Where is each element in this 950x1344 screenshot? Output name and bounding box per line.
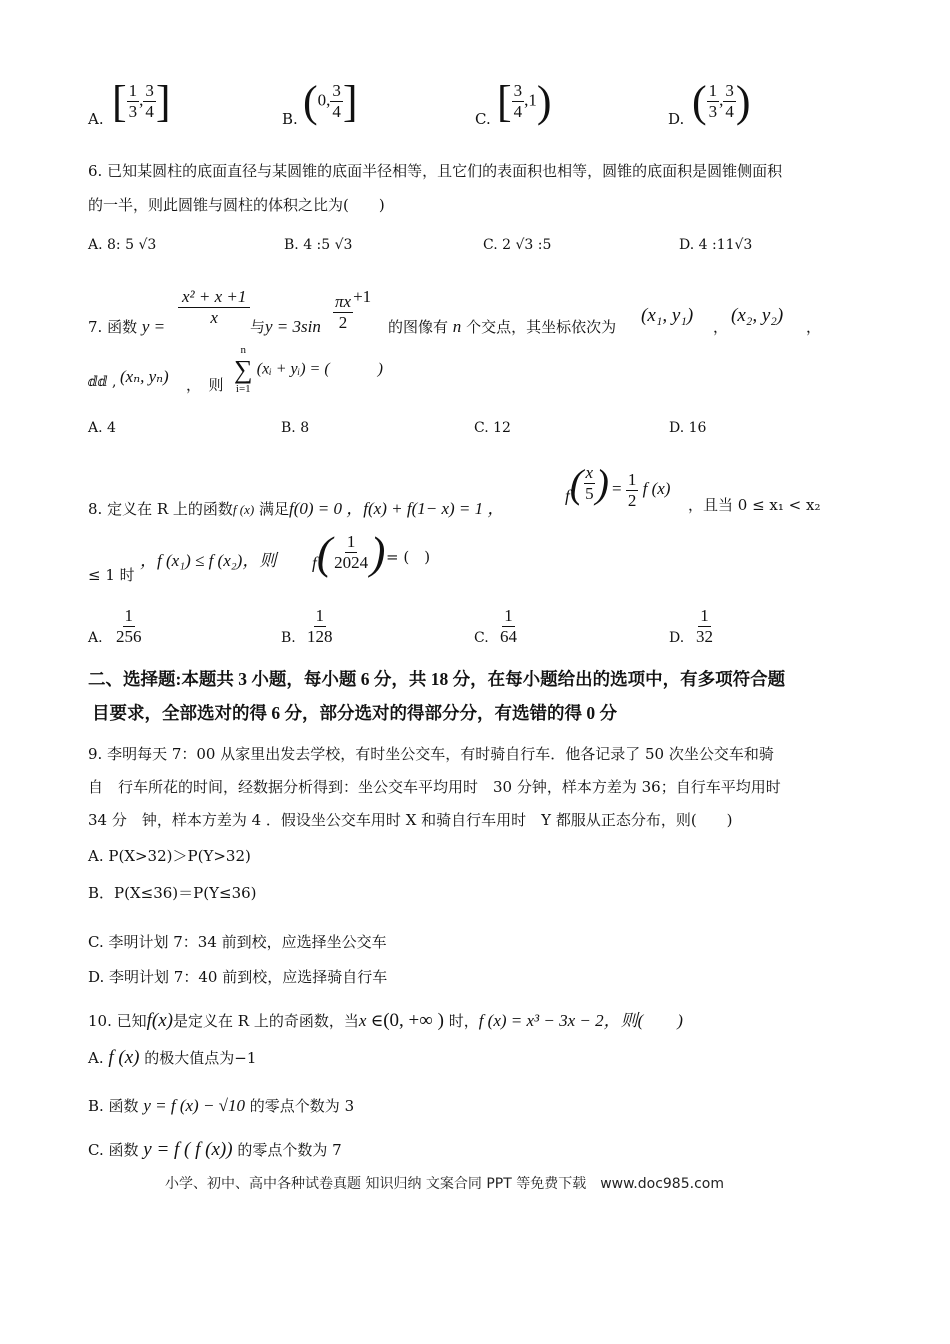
q10-option-a: A. f (x) 的极大值点为−1 (88, 1047, 257, 1068)
q5-option-c: [ $\frac{3}{4}$ ,1) (497, 77, 552, 126)
q7-with: 与y = 3sin (250, 317, 321, 336)
q5-option-c-label: C. (475, 110, 491, 128)
page-footer: 小学、初中、高中各种试卷真题 知识归纳 文案合同 PPT 等免费下载 www.doc985.com (165, 1176, 724, 1192)
q10-option-b: B. 函数 y = f (x) − √10 的零点个数为 3 (88, 1096, 355, 1115)
q5-option-a-label: A. (88, 110, 104, 128)
q8-half-fx: = $\frac{1}{2}$ f (x) (612, 470, 671, 510)
q7-option-b: B. 8 (281, 420, 310, 436)
q9-line-1: 9. 李明每天 7：00 从家里出发去学校，有时坐公交车，有时骑自行车．他各记录了 50 次坐公交车和骑 (88, 745, 774, 763)
q7-point-n: (xₙ, yₙ) (120, 367, 169, 386)
section-2-heading-line-1: 二、选择题:本题共 3 小题，每小题 6 分，共 18 分，在每小题给出的选项中，有多项符合题 (88, 669, 786, 689)
q9-option-d: D. 李明计划 7：40 前到校，应选择骑自行车 (88, 968, 388, 986)
q8-line-3: ≤ 1 时 (88, 566, 135, 584)
q5-option-d: ( $\frac{1}{3}$ , $\frac{3}{4}$ ) (692, 77, 751, 126)
q7-text: 的图像有 n 个交点，其坐标依次为 (388, 317, 617, 336)
q5-option-b: (0, $\frac{3}{4}$ ] (303, 77, 358, 126)
q7-comma-1: ， (713, 318, 729, 336)
q8-option-c: $\frac{1}{64}$ (500, 606, 517, 646)
q7-sum: n ∑ i=1 (xᵢ + yᵢ) = ( ) (234, 344, 383, 395)
q8-f-2024: f( $\frac{1}{2024}$ ) (312, 527, 386, 578)
q8-option-b-label: B. (281, 630, 296, 646)
q7-option-a: A. 4 (88, 420, 116, 436)
q8-answer-paren: = ( ) (386, 548, 431, 566)
q6-option-d: D. 4 :11√3 (679, 237, 753, 253)
q5-option-a: [ $\frac{1}{3}$ , $\frac{3}{4}$ ] (112, 77, 171, 126)
q8-f-x5: f( $\frac{x}{5}$ ) (565, 461, 609, 506)
q9-option-c: C. 李明计划 7：34 前到校，应选择坐公交车 (88, 933, 387, 951)
q7-prefix: 7. 函数 y = (88, 317, 166, 336)
q8-line-1: 8. 定义在 R 上的函数f (x) 满足f(0) = 0 ，f(x) + f(1− x) = 1 ， (88, 499, 505, 518)
q8-option-d-label: D. (669, 630, 685, 646)
q9-line-3: 34 分 钟，样本方差为 4 ．假设坐公交车用时 X 和骑自行车用时 Y 都服从正态分布，则( ) (88, 811, 733, 829)
q6-option-c: C. 2 √3 :5 (483, 237, 552, 253)
q7-sin-arg: $\frac{\pi x}{2}$ +1 (335, 287, 372, 332)
q7-point-2: (x₂, y₂) (731, 305, 784, 326)
q6-line-1: 6. 已知某圆柱的底面直径与某圆锥的底面半径相等，且它们的表面积也相等，圆锥的底面积是圆锥侧面积 (88, 162, 783, 180)
q6-line-2: 的一半，则此圆锥与圆柱的体积之比为( ) (88, 196, 385, 214)
q5-option-b-label: B. (282, 110, 298, 128)
q7-option-d: D. 16 (669, 420, 707, 436)
q8-option-c-label: C. (474, 630, 489, 646)
q5-option-d-label: D. (668, 110, 685, 128)
q7-dots: ⅆⅆ , (88, 374, 117, 390)
q8-line-2: ，f (x₁) ≤ f (x₂)，则 (140, 551, 277, 570)
q7-then: ， 则 (186, 376, 224, 394)
q9-option-b: B．P(X≤36)＝P(Y≤36) (88, 884, 257, 902)
q10-option-c: C. 函数 y = f ( f (x)) 的零点个数为 7 (88, 1139, 342, 1160)
q8-option-d: $\frac{1}{32}$ (696, 606, 713, 646)
q7-option-c: C. 12 (474, 420, 511, 436)
q6-option-b: B. 4 :5 √3 (284, 237, 353, 253)
q9-line-2: 自 行车所花的时间，经数据分析得到：坐公交车平均用时 30 分钟，样本方差为 36；自行车平均用时 (88, 778, 781, 796)
q6-option-a: A. 8: 5 √3 (88, 237, 157, 253)
q8-option-a: $\frac{1}{256}$ (116, 606, 142, 646)
q7-comma-2: ， (806, 318, 822, 336)
q8-condition: ，且当 0 ≤ x₁ < x₂ (688, 496, 821, 514)
q7-point-1: (x₁, y₁) (641, 305, 694, 326)
q10-line-1: 10. 已知f(x)是定义在 R 上的奇函数，当x ∈(0, +∞ ) 时，f (x) = x³ − 3x − 2，则( ) (88, 1010, 683, 1031)
q8-option-b: $\frac{1}{128}$ (307, 606, 333, 646)
q7-fraction: $\frac{\text{x² + x +1}}{x}$ (178, 287, 250, 327)
q9-option-a: A. P(X>32)＞P(Y>32) (88, 847, 251, 865)
section-2-heading-line-2: 目要求，全部选对的得 6 分，部分选对的得部分分，有选错的得 0 分 (92, 703, 617, 723)
q8-option-a-label: A. (88, 630, 103, 646)
